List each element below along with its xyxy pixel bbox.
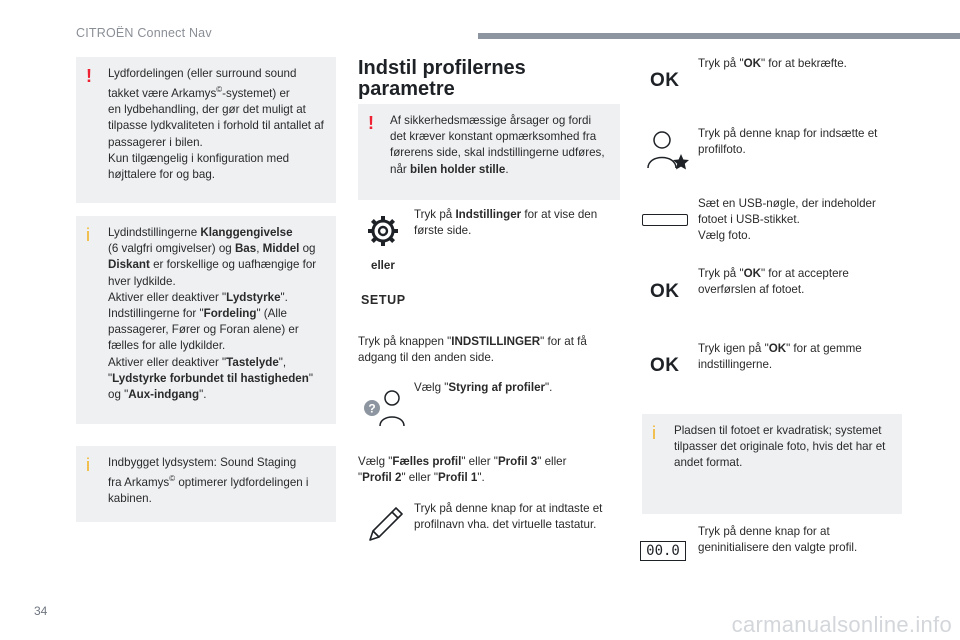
step-reset-text: Tryk på denne knap for at geninitialisere den valgte profil. — [698, 525, 858, 555]
watermark: carmanualsonline.info — [731, 612, 952, 637]
info-icon: i — [86, 455, 90, 475]
setup-label: SETUP — [361, 293, 406, 307]
step-profile-photo-text: Tryk på denne knap for indsætte et profilfoto. — [698, 127, 878, 157]
gear-icon — [366, 214, 400, 248]
text-line: tilpasse lydkvaliteten i forhold til antallet af — [108, 119, 324, 133]
ok-icon: OK — [650, 70, 680, 91]
reset-profile-icon — [640, 541, 686, 561]
step-usb-text: Sæt en USB-nøgle, der indeholder fotoet i USB-stikket. Vælg foto. — [698, 197, 876, 243]
note-box-surround — [76, 57, 336, 203]
or-label: eller — [371, 259, 395, 272]
warning-text: Af sikkerhedsmæssige årsager og fordi det kræver konstant opmærksomhed fra førerens side, skal indstillingerne udføres, når bilen holder stille. — [390, 114, 605, 176]
warning-icon: ! — [86, 66, 92, 86]
info-box-sound-staging — [76, 446, 336, 522]
step-ok-confirm-text: Tryk på "OK" for at bekræfte. — [698, 57, 847, 70]
text-line: passagerer i bilen. — [108, 135, 203, 149]
text-line: en lydbehandling, der gør det muligt at — [108, 103, 306, 117]
step-ok-save-text: Tryk igen på "OK" for at gemme indstillingerne. — [698, 342, 862, 372]
info-icon: i — [86, 225, 90, 245]
page-number: 34 — [34, 604, 48, 618]
warning-icon: ! — [368, 113, 374, 133]
info-text: Lydindstillingerne Klanggengivelse (6 valgfri omgivelser) og Bas, Middel og Diskant er forskellige og uafhængige for hver lydkilde. Aktiver eller deaktiver "Lydstyrke". Indstillingerne for "Fordeling" (Alle passagerer, Fører og Foran alene) er fælles for alle lydkilder. Aktiver eller deaktiver "Tastelyde", "Lydstyrke forbundet til hastigheden" og "Aux-indgang". — [108, 226, 317, 402]
usb-slot-icon — [642, 214, 688, 226]
info-icon: i — [652, 423, 656, 443]
pencil-icon — [366, 504, 406, 544]
ok-icon: OK — [650, 281, 680, 302]
ok-icon: OK — [650, 355, 680, 376]
svg-text:?: ? — [368, 401, 376, 416]
step-profile-management-text: Vælg "Styring af profiler". — [414, 381, 553, 394]
note-text — [108, 66, 330, 183]
warning-box-safety — [358, 104, 620, 200]
info-text: Pladsen til fotoet er kvadratisk; systemet tilpasser det originale foto, hvis det har et andet format. — [674, 424, 886, 470]
step-ok-accept-text: Tryk på "OK" for at acceptere overførslen af fotoet. — [698, 267, 849, 297]
info-box-sound-settings — [76, 216, 336, 424]
text-line: højttalere for og bag. — [108, 168, 215, 182]
step-settings-button-text: Tryk på knappen "INDSTILLINGER" for at få adgang til den anden side. — [358, 335, 587, 365]
info-text: Indbygget lydsystem: Sound Staging fra Arkamys© optimerer lydfordelingen i kabinen. — [108, 456, 309, 506]
text-line: takket være Arkamys©-systemet) er — [108, 85, 290, 101]
text-line: Kun tilgængelig i konfiguration med — [108, 151, 290, 165]
section-heading: Indstil profilernes — [358, 57, 526, 79]
step-edit-name-text: Tryk på denne knap for at indtaste et profilnavn vha. det virtuelle tastatur. — [414, 502, 603, 532]
profile-photo-icon — [644, 128, 690, 172]
text-line: Lydfordelingen (eller surround sound — [108, 67, 297, 80]
profile-help-icon — [362, 386, 408, 428]
step-settings-text: Tryk på Indstillinger for at vise den første side. — [414, 208, 598, 238]
header-bar — [478, 33, 960, 39]
step-select-profile-text: Vælg "Fælles profil" eller "Profil 3" eller "Profil 2" eller "Profil 1". — [358, 455, 567, 485]
header-title: CITROËN Connect Nav — [76, 26, 212, 40]
info-box-photo — [642, 414, 902, 514]
reset-icon-text: 00.0 — [646, 543, 680, 559]
section-heading: parametre — [358, 78, 455, 100]
